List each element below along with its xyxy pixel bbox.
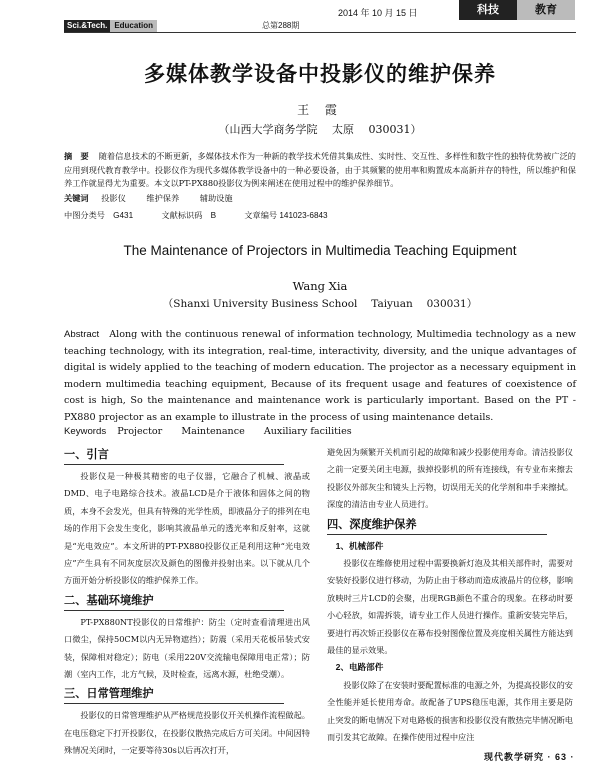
- english-author: Wang Xia: [292, 279, 348, 293]
- chinese-title: 多媒体教学设备中投影仪的维护保养: [144, 61, 496, 86]
- article-number: 文章编号 141023-6843: [244, 211, 328, 220]
- body-left-column: [64, 444, 310, 760]
- journal-name-part2: Education: [110, 20, 157, 32]
- chinese-abstract-text: 随着信息技术的不断更新，多媒体技术作为一种新的教学技术凭借其集成性、实时性、交互性、多样性和数字性的独特优势被广泛的应用到现代教育教学中。投影仪作为现代多媒体教学设备中的一种必要设备，由于其频繁的使用率和购置成本高新并存的特性，所以维护和保养工作就显得尤为重要。本文以PT-PX880投影仪为例来阐述在使用过程中的维护保养细节。: [64, 151, 576, 189]
- issue-number: 总第288期: [262, 21, 300, 30]
- body-right-column: [327, 444, 573, 747]
- section-tag-education: 教育: [517, 0, 575, 20]
- subsection-heading-mechanical: 1、机械部件: [335, 540, 384, 551]
- paragraph: PT-PX880NT投影仪的日常维护：防尘（定时查看清理进出风口微尘，保持50CM以内无异物遮挡）；防震（采用天花板吊装式安装，保障相对稳定）；防电（采用220V交流输电保障用电正常）；防潮（室内工作，北方气候，及时检查，远离水源，杜绝受潮）。: [64, 616, 310, 680]
- english-abstract: [64, 327, 576, 427]
- section-rule: [64, 610, 284, 611]
- english-keyword: Auxiliary facilities: [263, 426, 352, 437]
- section-rule: [64, 464, 284, 465]
- chinese-abstract-label: 摘 要: [64, 152, 89, 161]
- chinese-affiliation: （山西大学商务学院 太原 030031）: [218, 123, 422, 136]
- chinese-abstract: [64, 150, 576, 191]
- english-keywords-label: Keywords: [64, 426, 107, 437]
- chinese-keyword: 维护保养: [146, 193, 180, 203]
- paragraph: 投影仪在维修使用过程中需要换新灯泡及其相关部件时，需要对安装好投影仪进行移动，为防止由于移动而造成液晶片的位移，影响放映时三片LCD的会聚，出现RGB颜色不重合的现象。在移动时要小心轻放，如需拆装，请专业工作人员进行操作。重新安装完毕后，要进行再次矫正投影仪在幕布投射图像位置及亮度相关属性方能达到最佳的显示效果。: [327, 558, 573, 656]
- english-title: The Maintenance of Projectors in Multimedia Teaching Equipment: [123, 243, 517, 258]
- journal-name: [64, 20, 157, 32]
- chinese-keyword: 辅助设施: [199, 193, 233, 203]
- section-heading-introduction: 一、引言: [64, 449, 109, 461]
- english-keyword: Projector: [117, 426, 163, 437]
- english-keyword: Maintenance: [181, 426, 245, 437]
- section-heading-environment: 二、基础环境维护: [64, 594, 154, 607]
- chinese-keywords: [64, 193, 576, 204]
- english-abstract-label: Abstract: [64, 329, 100, 340]
- chinese-author: 王 霞: [297, 103, 343, 117]
- section-tag-science: 科技: [459, 0, 517, 20]
- section-rule: [64, 703, 284, 704]
- paragraph: 投影仪除了在安装时要配置标准的电源之外，为提高投影仪的安全性能并延长使用寿命。故配备了UPS稳压电源，其作用主要是防止突发的断电情况下对电路板的损害和投影仪没有散热完毕情况断电而引发其它故障。在操作使用过程中应注: [327, 679, 573, 743]
- section-rule: [327, 534, 547, 535]
- paragraph: 投影仪是一种极其精密的电子仪器，它融合了机械、液晶或DMD、电子电路综合技术。液晶LCD是介于液体和固体之间的物质，本身不会发光，但具有特殊的光学性质，即液晶分子的排列在电场的作用下会发生变化，影响其液晶单元的透光率和反射率，这就是“光电效应”。本文所讲的PT-PX880投影仪正是利用这种“光电效应”产生具有不同灰度层次及颜色的图像并投射出来。以下就从几个方面开始分析投影仪的维护保养工作。: [64, 471, 310, 586]
- subsection-heading-circuit: 2、电路部件: [335, 662, 384, 673]
- english-abstract-text: Along with the continuous renewal of information technology, Multimedia technology as a new teaching technology, with its integration, real-time, interactivity, diversity, and the unique advantages of digital is widely applied to the teaching of modern education. The projector as a necessary equipment in modern multimedia teaching equipment, Because of its frequent usage and features of coexistence of cost is high, So the maintenance and maintenance work is particularly important. Based on the PT -PX880 projector as an example to illustrate in the process of using maintenance details.: [64, 329, 576, 423]
- issue-date: 2014 年 10 月 15 日: [338, 8, 418, 18]
- classification-info: [64, 210, 576, 221]
- section-heading-deep-maintenance: 四、深度维护保养: [327, 518, 417, 531]
- journal-name-part1: Sci.&Tech.: [64, 20, 110, 32]
- header-divider: [64, 32, 576, 33]
- section-heading-daily: 三、日常管理维护: [64, 688, 154, 701]
- class-number: 中图分类号 G431: [64, 211, 134, 220]
- chinese-keyword: 投影仪: [101, 193, 126, 203]
- paragraph: 投影仪的日常管理维护从严格规范投影仪开关机操作流程做起。在电压稳定下打开投影仪，在投影仪散热完成后方可关闭。中间因特殊情况关闭时，一定要等待30s以后再次打开，: [64, 710, 310, 756]
- document-code: 文献标识码 B: [161, 211, 217, 220]
- english-affiliation: （Shanxi University Business School Taiyuan 030031）: [162, 298, 478, 310]
- paragraph: 避免因为频繁开关机而引起的故障和减少投影使用寿命。清洁投影仪之前一定要关闭主电源，拔掉投影机的所有连接线，有专业布来擦去投影仪外部灰尘和镜头上污物，切误用无关的化学剂和串手来擦拭。深度的清洁由专业人员进行。: [327, 447, 573, 510]
- chinese-keywords-label: 关键词: [64, 194, 89, 203]
- english-keywords: [64, 426, 576, 437]
- page-footer: 现代教学研究 · 63 ·: [484, 752, 575, 762]
